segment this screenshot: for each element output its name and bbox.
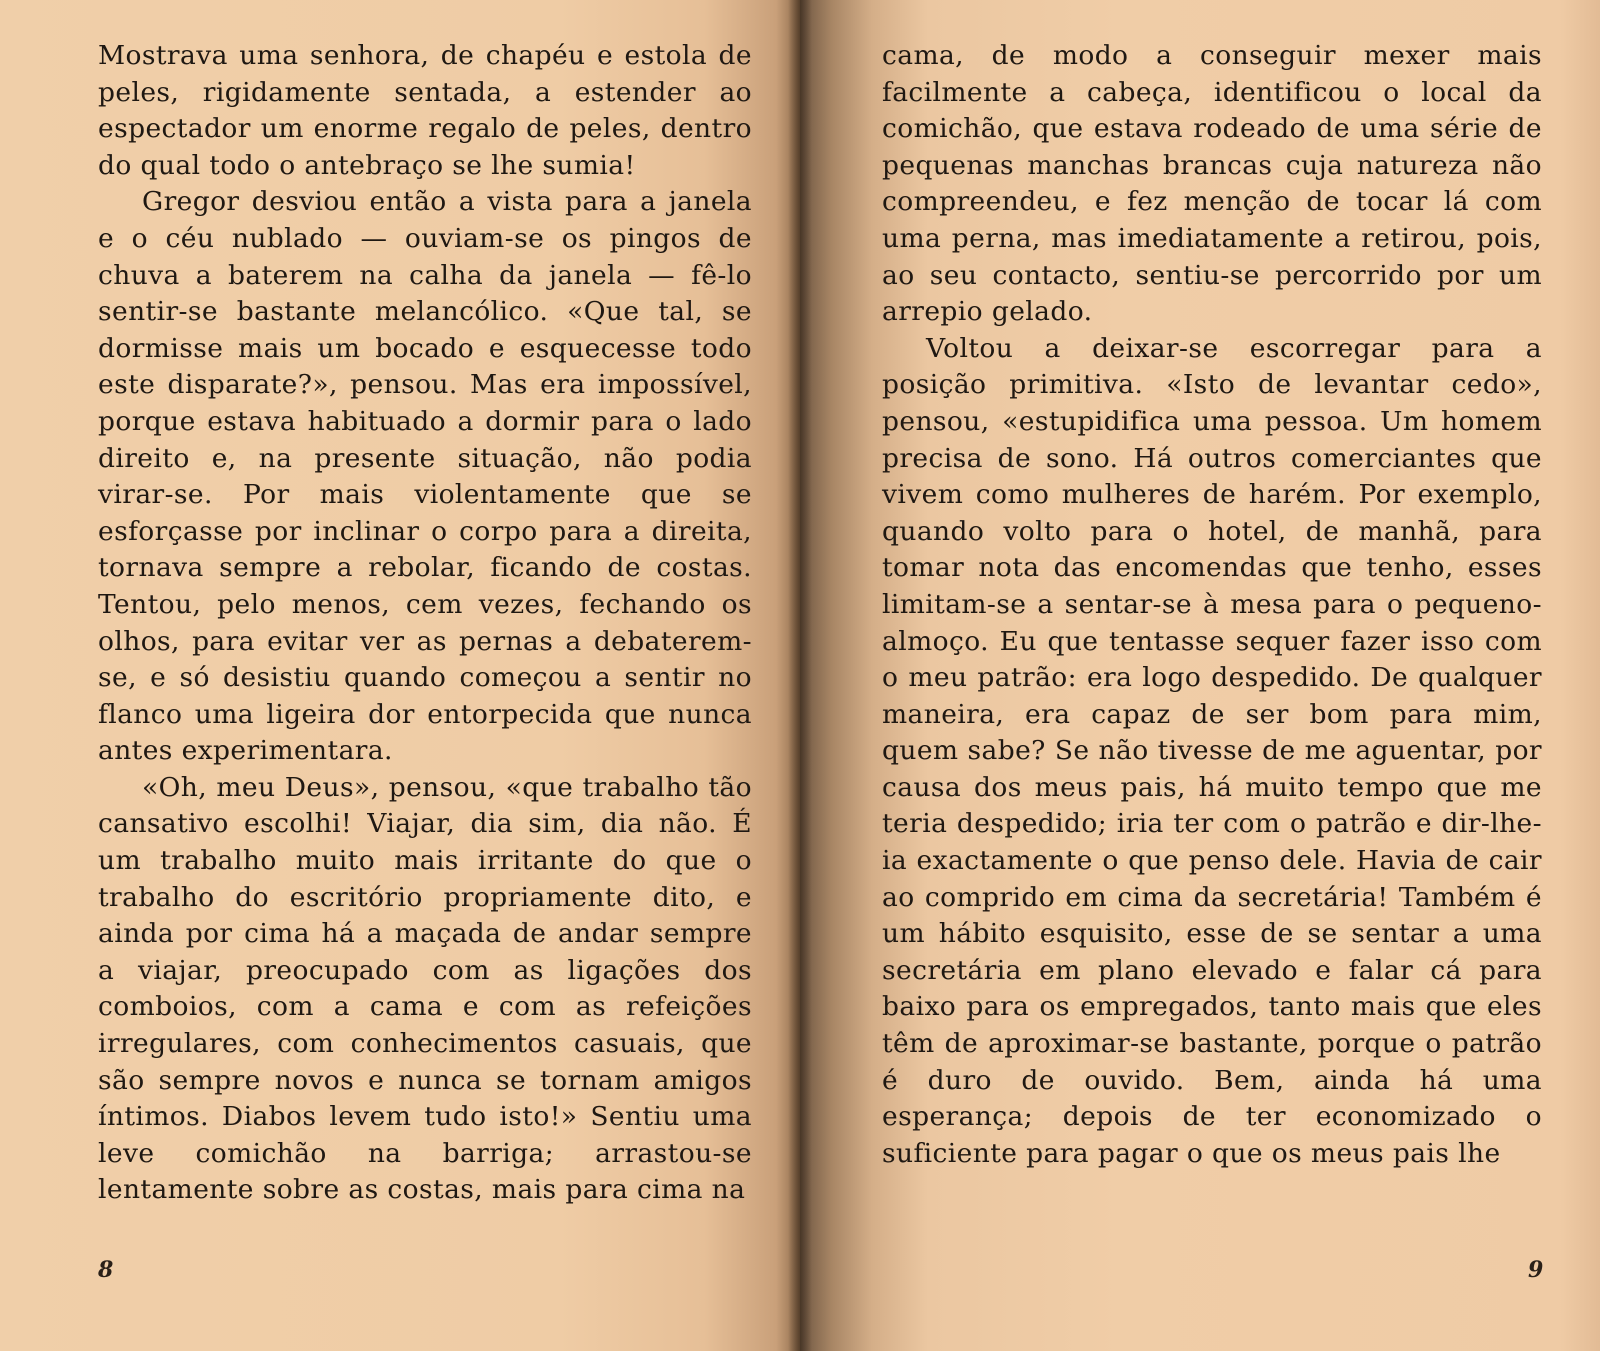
paragraph: Voltou a deixar-se escorregar para a posição primitiva. «Isto de levantar cedo», pensou, «estupidifica uma pessoa. Um homem precisa de sono. Há outros comerciantes que vivem como mulheres de harém. Por exemplo, quando volto para o hotel, de manhã, para tomar nota das encomendas que tenho, esses limitam-se a sentar-se à mesa para o pequeno-almoço. Eu que tentasse sequer fazer isso com o meu patrão: era logo despedido. De qualquer maneira, era capaz de ser bom para mim, quem sabe? Se não tivesse de me aguentar, por causa dos meus pais, há muito tempo que me teria despedido; iria ter com o patrão e dir-lhe-ia exactamente o que penso dele. Havia de cair ao comprido em cima da secretária! Também é um hábito esquisito, esse de se sentar a uma secretária em plano elevado e falar cá para baixo para os empregados, tanto mais que eles têm de aproximar-se bastante, porque o patrão é duro de ouvido. Bem, ainda há uma esperança; depois de ter economizado o suficiente para pagar o que os meus pais lhe — [882, 332, 1542, 1169]
left-page-text — [98, 38, 752, 1209]
paragraph: «Oh, meu Deus», pensou, «que trabalho tão cansativo escolhi! Viajar, dia sim, dia não. É um trabalho muito mais irritante do que o trabalho do escritório propriamente dito, e ainda por cima há a maçada de andar sempre a viajar, preocupado com as ligações dos comboios, com a cama e com as refeições irregulares, com conhecimentos casuais, que são sempre novos e nunca se tornam amigos íntimos. Diabos levem tudo isto!» Sentiu uma leve comichão na barriga; arrastou-se lentamente sobre as costas, mais para cima na — [98, 771, 752, 1206]
page-number: 9 — [1528, 1257, 1544, 1283]
page-number: 8 — [98, 1257, 114, 1283]
right-page-text — [882, 38, 1542, 1172]
book-gutter — [788, 0, 812, 1351]
paragraph: Gregor desviou então a vista para a janela e o céu nublado — ouviam-se os pingos de chuva a baterem na calha da janela — fê-lo sentir-se bastante melancólico. «Que tal, se dormisse mais um bocado e esquecesse todo este disparate?», pensou. Mas era impossível, porque estava habituado a dormir para o lado direito e, na presente situação, não podia virar-se. Por mais violentamente que se esforçasse por inclinar o corpo para a direita, tornava sempre a rebolar, ficando de costas. Tentou, pelo menos, cem vezes, fechando os olhos, para evitar ver as pernas a debaterem-se, e só desistiu quando começou a sentir no flanco uma ligeira dor entorpecida que nunca antes experimentara. — [98, 186, 752, 767]
paragraph: Mostrava uma senhora, de chapéu e estola de peles, rigidamente sentada, a estender ao espectador um enorme regalo de peles, dentro do qual todo o antebraço se lhe sumia! — [98, 40, 752, 181]
right-page — [800, 0, 1600, 1351]
paragraph: cama, de modo a conseguir mexer mais facilmente a cabeça, identificou o local da comichão, que estava rodeado de uma série de pequenas manchas brancas cuja natureza não compreendeu, e fez menção de tocar lá com uma perna, mas imediatamente a retirou, pois, ao seu contacto, sentiu-se percorrido por um arrepio gelado. — [882, 40, 1542, 328]
